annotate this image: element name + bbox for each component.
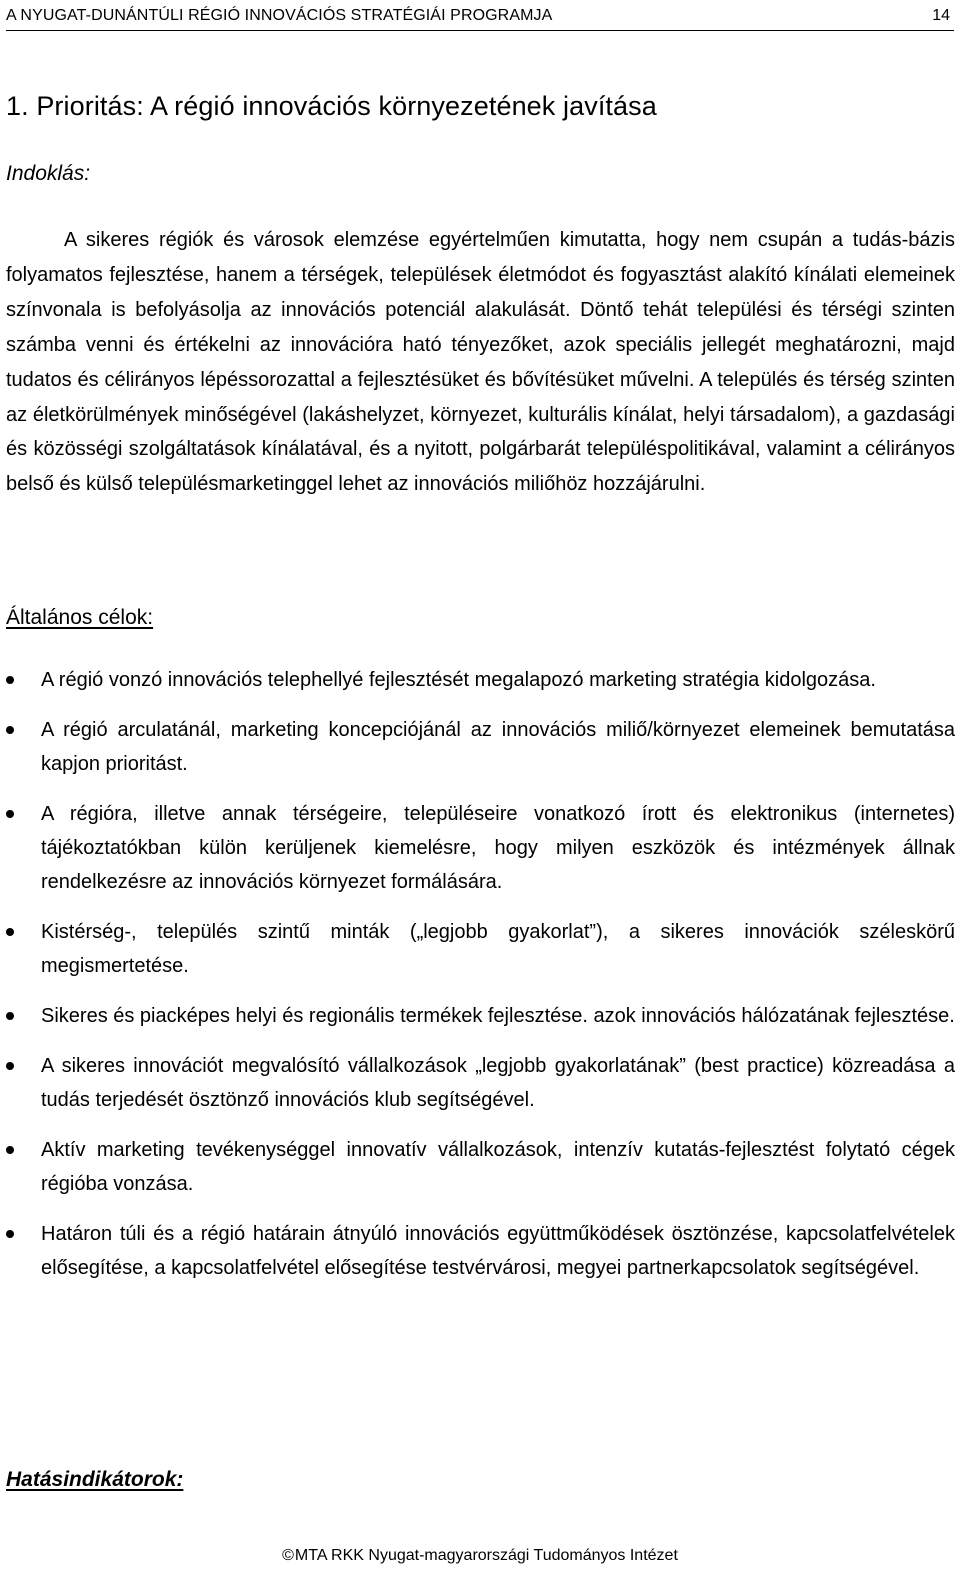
bullet-icon <box>6 1230 14 1238</box>
bullet-icon <box>6 676 14 684</box>
justification-label: Indoklás: <box>6 162 91 185</box>
justification-paragraph: A sikeres régiók és városok elemzése egyértelműen kimutatta, hogy nem csupán a tudás-bázis folyamatos fejlesztése, hanem a térségek, települések életmódot és fogyasztást alakító kínálati elemeinek színvonala is befolyásolja az innovációs potenciál alakulását. Döntő tehát települési és térségi szinten számba venni és értékelni az innovációra ható tényezőket, azok speciális jellegét meghatározni, majd tudatos és célirányos lépéssorozattal a fejlesztésüket és bővítésüket művelni. A település és térség szinten az életkörülmények minőségével (lakáshelyzet, környezet, kulturális kínálat, helyi társadalom), a gazdasági és közösségi szolgáltatások kínálatával, és a nyitott, polgárbarát településpolitikával, valamint a célirányos belső és külső településmarketinggel lehet az innovációs miliőhöz hozzájárulni. <box>6 229 955 496</box>
bullet-icon <box>6 726 14 734</box>
bullet-icon <box>6 1062 14 1070</box>
list-item-text: Határon túli és a régió határain átnyúló innovációs együttműködések ösztönzése, kapcsolatfelvételek elősegítése, a kapcsolatfelvétel elősegítése testvérvárosi, megyei partnerkapcsolatok segítségével. <box>41 1223 955 1279</box>
list-item <box>0 1133 955 1201</box>
impact-indicators-heading: Hatásindikátorok: <box>6 1468 184 1491</box>
bullet-icon <box>6 1146 14 1154</box>
list-item <box>0 663 955 697</box>
list-item-text: Aktív marketing tevékenységgel innovatív vállalkozások, intenzív kutatás-fejlesztést folytató cégek régióba vonzása. <box>41 1139 955 1195</box>
bullet-icon <box>6 928 14 936</box>
general-goals-list <box>0 663 960 1301</box>
general-goals-heading: Általános célok: <box>6 606 154 629</box>
section-title: 1. Prioritás: A régió innovációs környezetének javítása <box>6 91 657 121</box>
bullet-icon <box>6 810 14 818</box>
list-item <box>0 1217 955 1285</box>
list-item-text: A régió arculatánál, marketing koncepciójánál az innovációs miliő/környezet elemeinek bemutatása kapjon prioritást. <box>41 719 955 775</box>
page-footer <box>0 1545 960 1567</box>
copyright-icon: © <box>282 1547 294 1564</box>
list-item-text: A régió vonzó innovációs telephellyé fejlesztését megalapozó marketing stratégia kidolgozása. <box>41 669 876 691</box>
list-item-text: Sikeres és piacképes helyi és regionális termékek fejlesztése. azok innovációs hálózatának fejlesztése. <box>41 1005 955 1027</box>
footer-text: MTA RKK Nyugat-magyarországi Tudományos Intézet <box>294 1547 678 1564</box>
list-item <box>0 915 955 983</box>
list-item-text: A sikeres innovációt megvalósító vállalkozások „legjobb gyakorlatának” (best practice) közreadása a tudás terjedését ösztönző innovációs klub segítségével. <box>41 1055 955 1111</box>
list-item <box>0 999 955 1033</box>
page-number: 14 <box>932 7 950 24</box>
list-item <box>0 797 955 899</box>
list-item-text: A régióra, illetve annak térségeire, településeire vonatkozó írott és elektronikus (internetes) tájékoztatókban külön kerüljenek kiemelésre, hogy milyen eszközök és intézmények állnak rendelkezésre az innovációs környezet formálására. <box>41 803 955 893</box>
list-item <box>0 1049 955 1117</box>
list-item-text: Kistérség-, település szintű minták („legjobb gyakorlat”), a sikeres innovációk széleskörű megismertetése. <box>41 921 955 977</box>
bullet-icon <box>6 1012 14 1020</box>
header-title: A NYUGAT-DUNÁNTÚLI RÉGIÓ INNOVÁCIÓS STRATÉGIÁI PROGRAMJA <box>6 7 553 24</box>
page-header <box>6 4 954 31</box>
list-item <box>0 713 955 781</box>
